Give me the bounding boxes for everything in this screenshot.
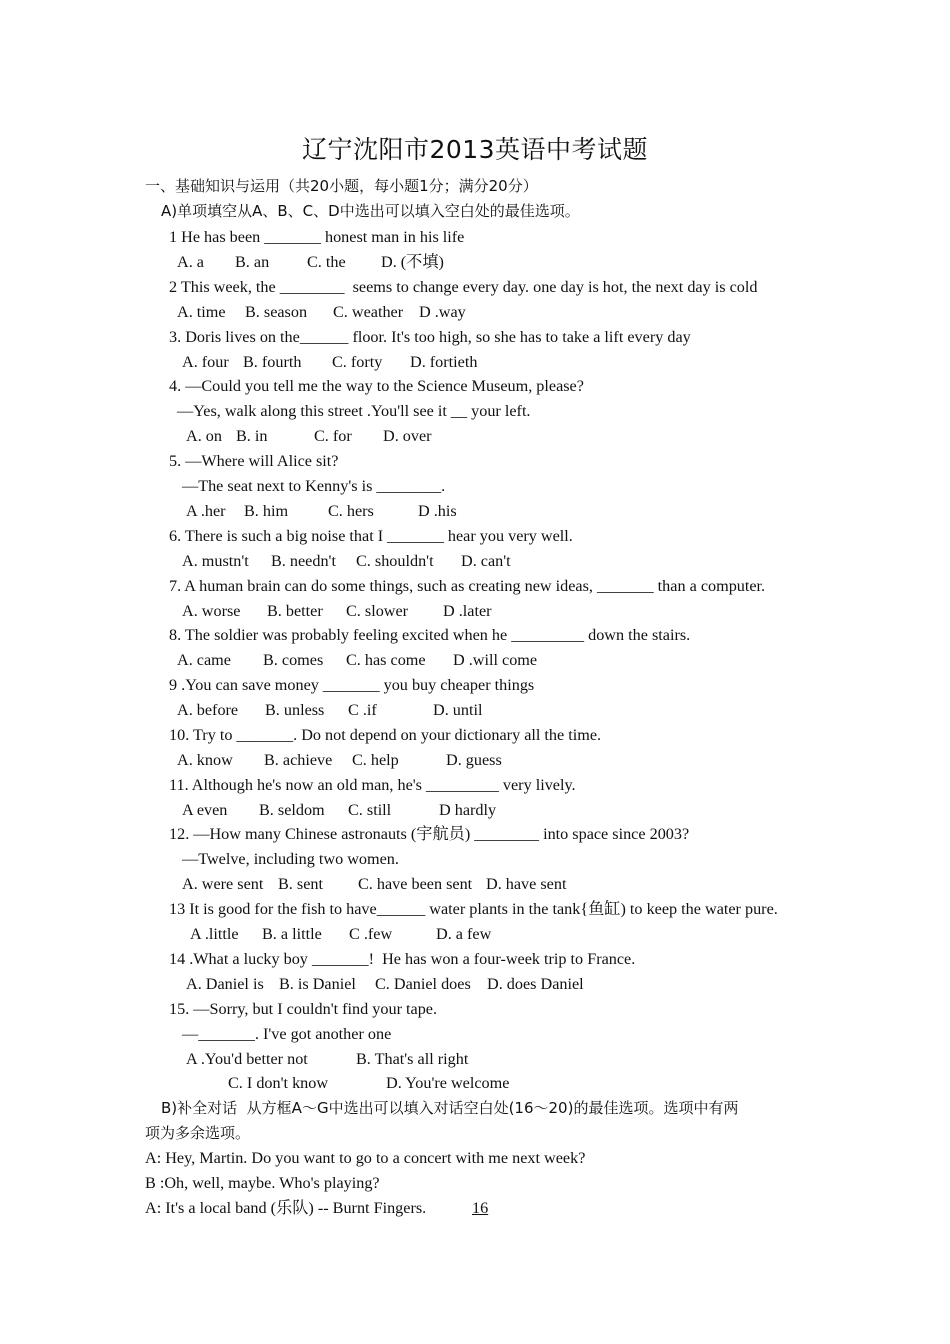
question-11-option-b: B. seldom: [259, 801, 325, 819]
answer-blank-16: [439, 1198, 531, 1218]
question-8-option-a: A. came: [177, 651, 231, 669]
question-2-option-c: C. weather: [333, 303, 404, 321]
question-12-option-a: A. were sent: [182, 875, 264, 893]
question-7-option-d: D .later: [443, 602, 492, 620]
question-14-option-d: D. does Daniel: [487, 975, 584, 993]
question-2-option-a: A. time: [177, 303, 226, 321]
question-10-option-b: B. achieve: [264, 751, 333, 769]
question-9-option-a: A. before: [177, 701, 239, 719]
question-5-option-a: A .her: [186, 502, 226, 520]
question-13-option-b: B. a little: [262, 925, 322, 943]
question-3-option-d: D. fortieth: [410, 353, 478, 371]
question-4-option-d: D. over: [383, 427, 432, 445]
question-8-stem: 8. The soldier was probably feeling excited when he _________ down the stairs.: [169, 626, 691, 644]
part-b-instruction-cont: 项为多余选项。: [145, 1124, 251, 1142]
question-6-option-b: B. needn't: [271, 552, 336, 570]
question-10-option-a: A. know: [177, 751, 233, 769]
question-7-stem: 7. A human brain can do some things, such as creating new ideas, _______ than a computer.: [169, 577, 766, 595]
question-1-option-c: C. the: [307, 253, 346, 271]
question-9-stem: 9 .You can save money _______ you buy cheaper things: [169, 676, 535, 694]
question-12-option-b: B. sent: [278, 875, 323, 893]
question-11-option-c: C. still: [348, 801, 392, 819]
dialogue-line: B :Oh, well, maybe. Who's playing?: [145, 1174, 380, 1192]
question-10-stem: 10. Try to _______. Do not depend on your dictionary all the time.: [169, 726, 602, 744]
question-15-option-b: B. That's all right: [356, 1050, 469, 1068]
question-5-stem: 5. —Where will Alice sit?: [169, 452, 339, 470]
question-14-option-a: A. Daniel is: [186, 975, 264, 993]
question-13-option-c: C .few: [349, 925, 393, 943]
question-8-option-b: B. comes: [263, 651, 324, 669]
question-12-stem: 12. —How many Chinese astronauts (宇航员) ________ into space since 2003?: [169, 825, 690, 843]
question-1-option-a: A. a: [177, 253, 204, 271]
question-10-option-c: C. help: [352, 751, 399, 769]
question-15-option-c: C. I don't know: [228, 1074, 329, 1092]
question-11-option-d: D hardly: [439, 801, 497, 819]
question-5-stem2: —The seat next to Kenny's is ________.: [182, 477, 446, 495]
question-9-option-d: D. until: [433, 701, 483, 719]
question-5-option-d: D .his: [418, 502, 457, 520]
blank-number: 16: [472, 1199, 489, 1217]
part-a-instruction: A)单项填空从A、B、C、D中选出可以填入空白处的最佳选项。: [161, 202, 580, 220]
question-15-stem2: —_______. I've got another one: [182, 1025, 392, 1043]
question-4-option-a: A. on: [186, 427, 222, 445]
question-11-option-a: A even: [182, 801, 228, 819]
question-13-option-d: D. a few: [436, 925, 492, 943]
question-3-option-a: A. four: [182, 353, 229, 371]
question-9-option-c: C .if: [348, 701, 377, 719]
question-12-stem2: —Twelve, including two women.: [182, 850, 399, 868]
question-15-option-d: D. You're welcome: [386, 1074, 510, 1092]
question-5-option-c: C. hers: [328, 502, 374, 520]
question-5-option-b: B. him: [244, 502, 289, 520]
question-1-option-d: D. (不填): [381, 253, 444, 271]
question-6-stem: 6. There is such a big noise that I _______ hear you very well.: [169, 527, 573, 545]
question-3-stem: 3. Doris lives on the______ floor. It's too high, so she has to take a lift every day: [169, 328, 691, 346]
question-2-stem: 2 This week, the ________ seems to change every day. one day is hot, the next day is cold: [169, 278, 758, 296]
question-9-option-b: B. unless: [265, 701, 325, 719]
question-6-option-d: D. can't: [461, 552, 511, 570]
question-3-option-c: C. forty: [332, 353, 383, 371]
question-4-stem: 4. —Could you tell me the way to the Science Museum, please?: [169, 377, 584, 395]
section-heading: 一、基础知识与运用（共20小题，每小题1分；满分20分）: [145, 177, 538, 195]
question-4-stem2: —Yes, walk along this street .You'll see it __ your left.: [177, 402, 531, 420]
question-2-option-b: B. season: [245, 303, 308, 321]
question-7-option-a: A. worse: [182, 602, 241, 620]
page-title: 辽宁沈阳市2013英语中考试题: [301, 135, 649, 164]
question-1-option-b: B. an: [235, 253, 270, 271]
question-4-option-c: C. for: [314, 427, 352, 445]
question-13-stem: 13 It is good for the fish to have______ water plants in the tank{鱼缸) to keep the water pure.: [169, 900, 778, 918]
question-15-option-a: A .You'd better not: [186, 1050, 308, 1068]
question-14-option-b: B. is Daniel: [279, 975, 356, 993]
question-15-stem: 15. —Sorry, but I couldn't find your tape.: [169, 1000, 438, 1018]
question-11-stem: 11. Although he's now an old man, he's _________ very lively.: [169, 776, 576, 794]
question-6-option-c: C. shouldn't: [356, 552, 434, 570]
question-8-option-d: D .will come: [453, 651, 538, 669]
question-7-option-c: C. slower: [346, 602, 409, 620]
question-14-stem: 14 .What a lucky boy _______! He has won a four-week trip to France.: [169, 950, 636, 968]
question-7-option-b: B. better: [267, 602, 323, 620]
dialogue-line: A: Hey, Martin. Do you want to go to a concert with me next week?: [145, 1149, 586, 1167]
question-6-option-a: A. mustn't: [182, 552, 249, 570]
question-12-option-c: C. have been sent: [358, 875, 473, 893]
question-3-option-b: B. fourth: [243, 353, 302, 371]
question-2-option-d: D .way: [419, 303, 466, 321]
dialogue-line: A: It's a local band (乐队) -- Burnt Fingers.: [145, 1199, 427, 1217]
part-b-instruction: B)补全对话 从方框A～G中选出可以填入对话空白处(16～20)的最佳选项。选项中有两: [161, 1099, 739, 1117]
question-1-stem: 1 He has been _______ honest man in his life: [169, 228, 465, 246]
question-14-option-c: C. Daniel does: [375, 975, 471, 993]
question-8-option-c: C. has come: [346, 651, 426, 669]
question-12-option-d: D. have sent: [486, 875, 567, 893]
question-13-option-a: A .little: [190, 925, 239, 943]
question-4-option-b: B. in: [236, 427, 268, 445]
question-10-option-d: D. guess: [446, 751, 502, 769]
